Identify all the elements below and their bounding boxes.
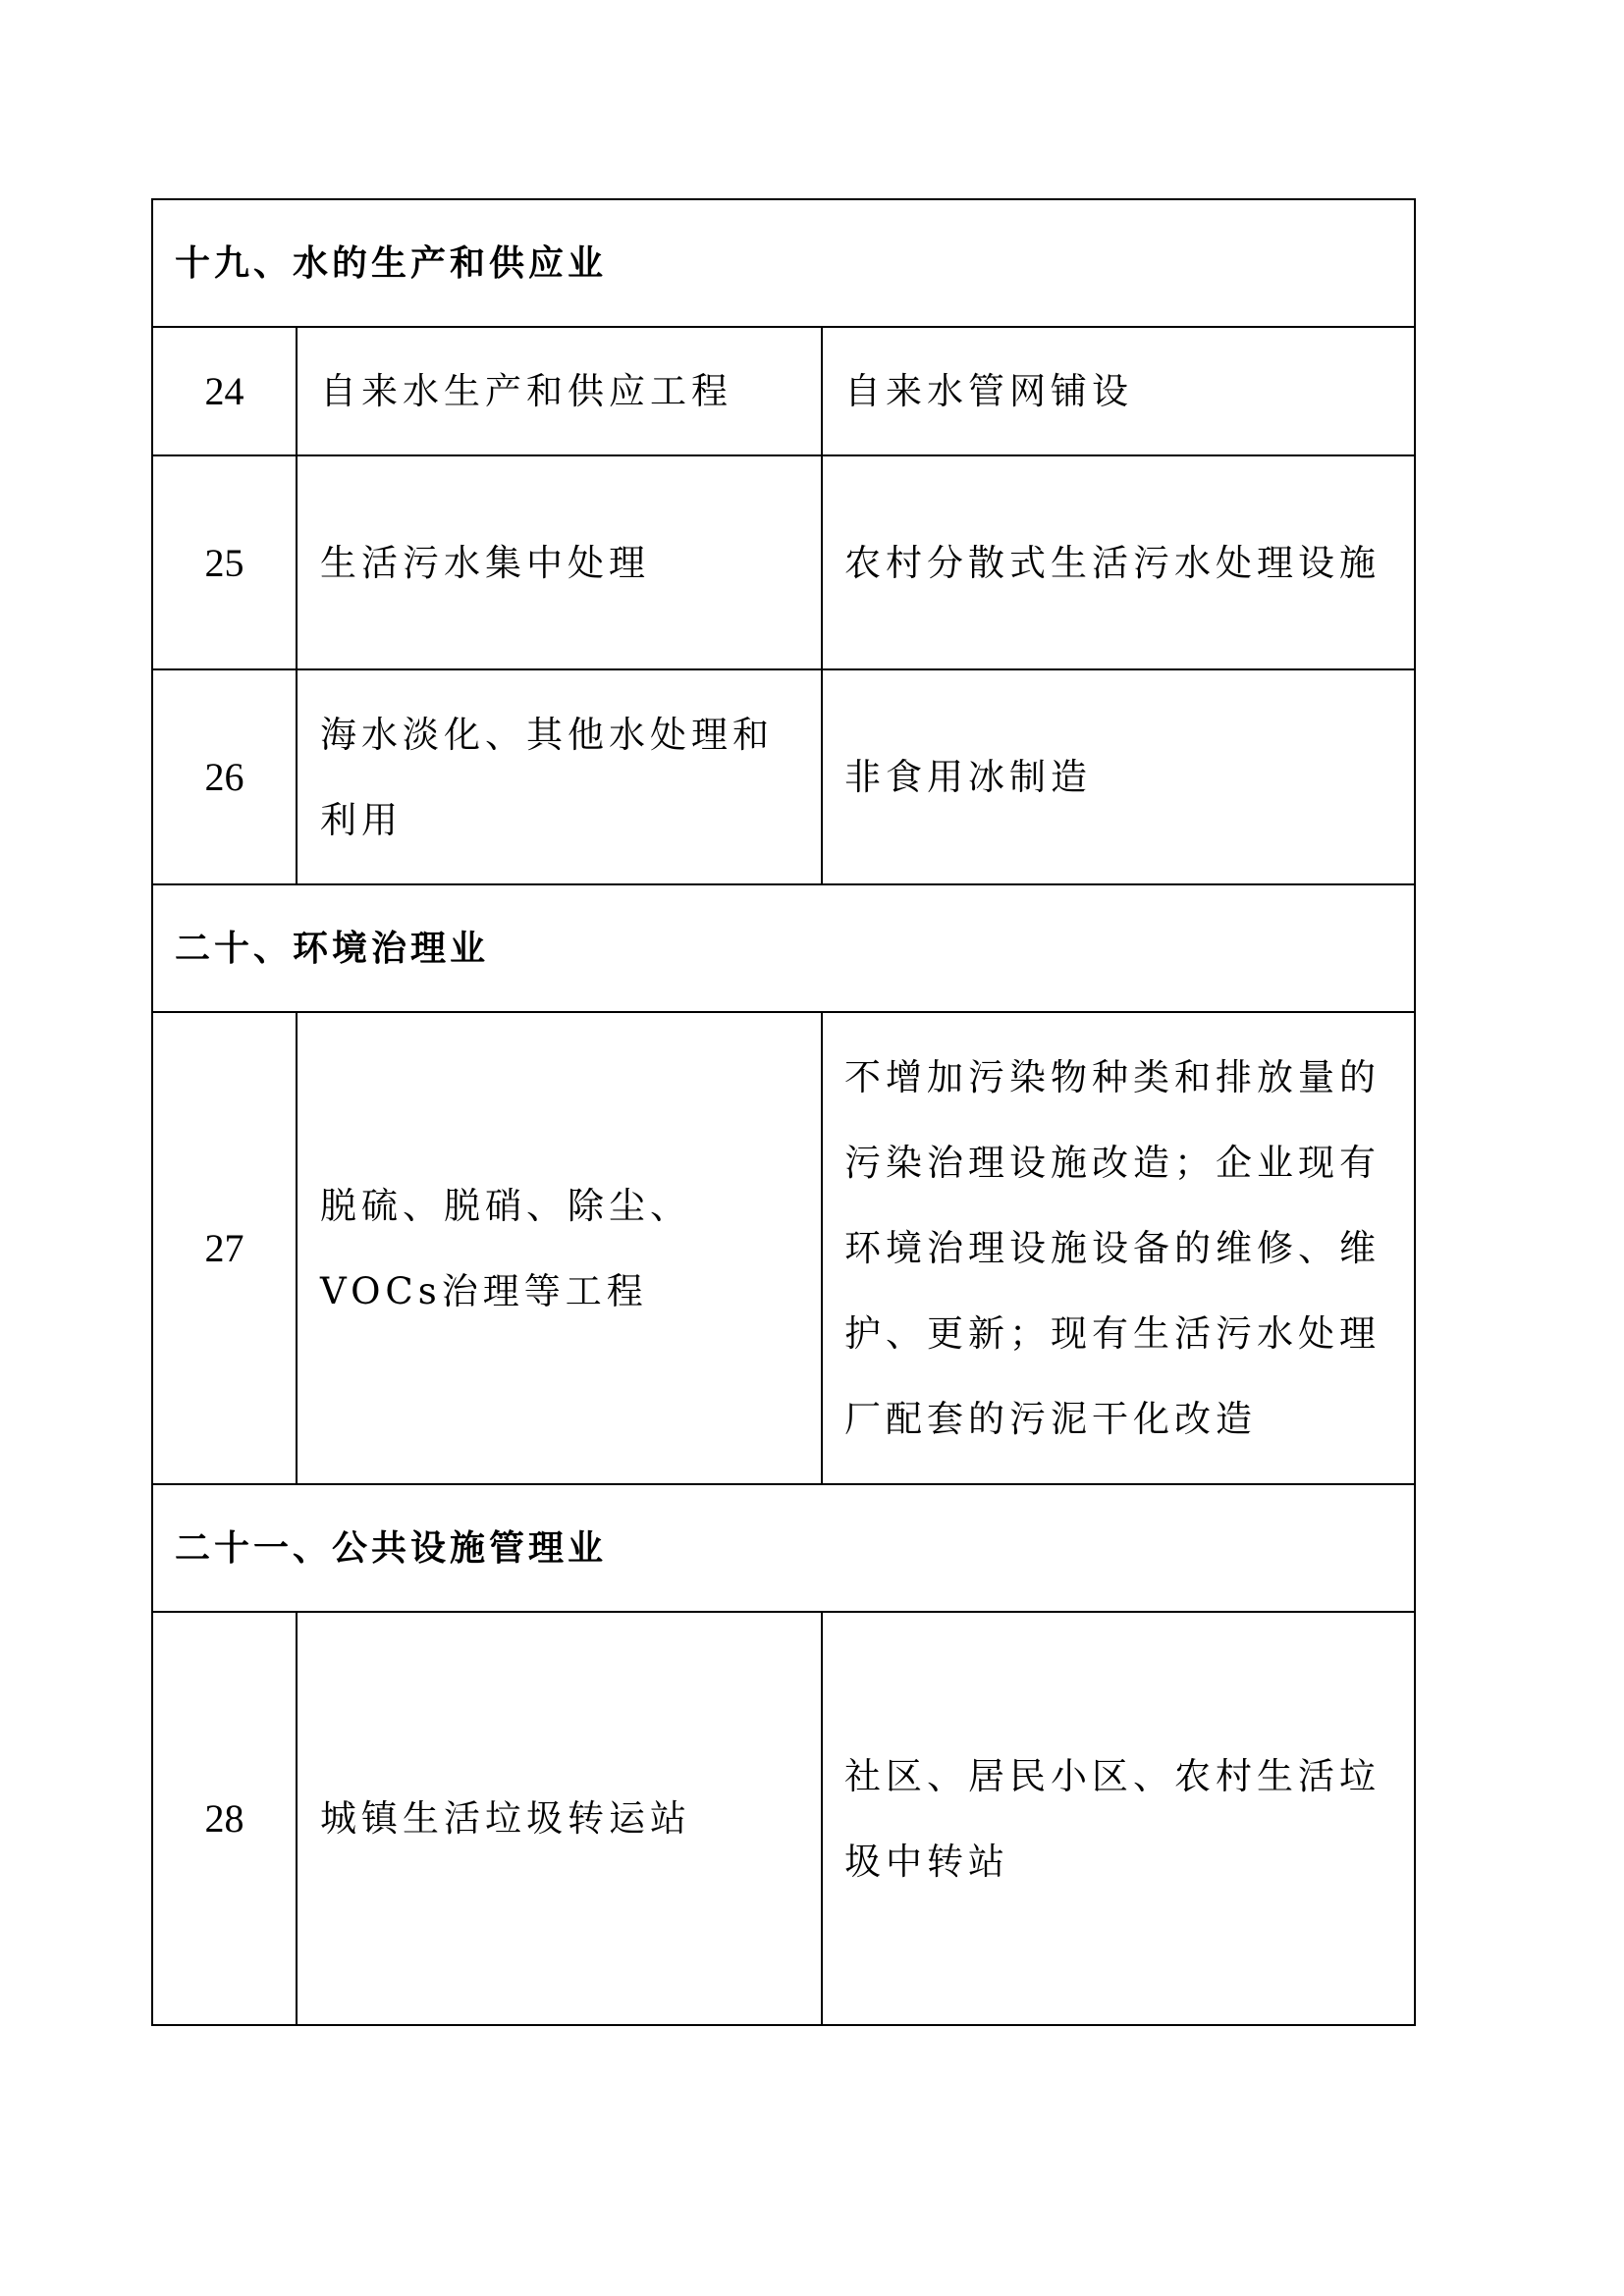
row-number: 25 — [152, 455, 297, 669]
row-item: 城镇生活垃圾转运站 — [297, 1612, 822, 2025]
industry-table — [151, 198, 1416, 2026]
table-row — [152, 1612, 1415, 2025]
row-item: 自来水生产和供应工程 — [297, 327, 822, 455]
row-number: 28 — [152, 1612, 297, 2025]
section-header-row — [152, 199, 1415, 327]
row-item: 海水淡化、其他水处理和利用 — [297, 669, 822, 884]
row-scope: 不增加污染物种类和排放量的污染治理设施改造；企业现有环境治理设施设备的维修、维护、更新；现有生活污水处理厂配套的污泥干化改造 — [822, 1012, 1415, 1484]
section-title: 二十、环境治理业 — [152, 884, 1415, 1012]
row-number: 26 — [152, 669, 297, 884]
row-item: 生活污水集中处理 — [297, 455, 822, 669]
row-scope: 社区、居民小区、农村生活垃圾中转站 — [822, 1612, 1415, 2025]
row-number: 27 — [152, 1012, 297, 1484]
table-row — [152, 327, 1415, 455]
section-title: 十九、水的生产和供应业 — [152, 199, 1415, 327]
row-scope: 农村分散式生活污水处理设施 — [822, 455, 1415, 669]
row-scope: 自来水管网铺设 — [822, 327, 1415, 455]
section-title: 二十一、公共设施管理业 — [152, 1484, 1415, 1612]
section-header-row — [152, 1484, 1415, 1612]
row-number: 24 — [152, 327, 297, 455]
table-row — [152, 669, 1415, 884]
row-item: 脱硫、脱硝、除尘、VOCs治理等工程 — [297, 1012, 822, 1484]
table-row — [152, 1012, 1415, 1484]
table-row — [152, 455, 1415, 669]
row-scope: 非食用冰制造 — [822, 669, 1415, 884]
section-header-row — [152, 884, 1415, 1012]
